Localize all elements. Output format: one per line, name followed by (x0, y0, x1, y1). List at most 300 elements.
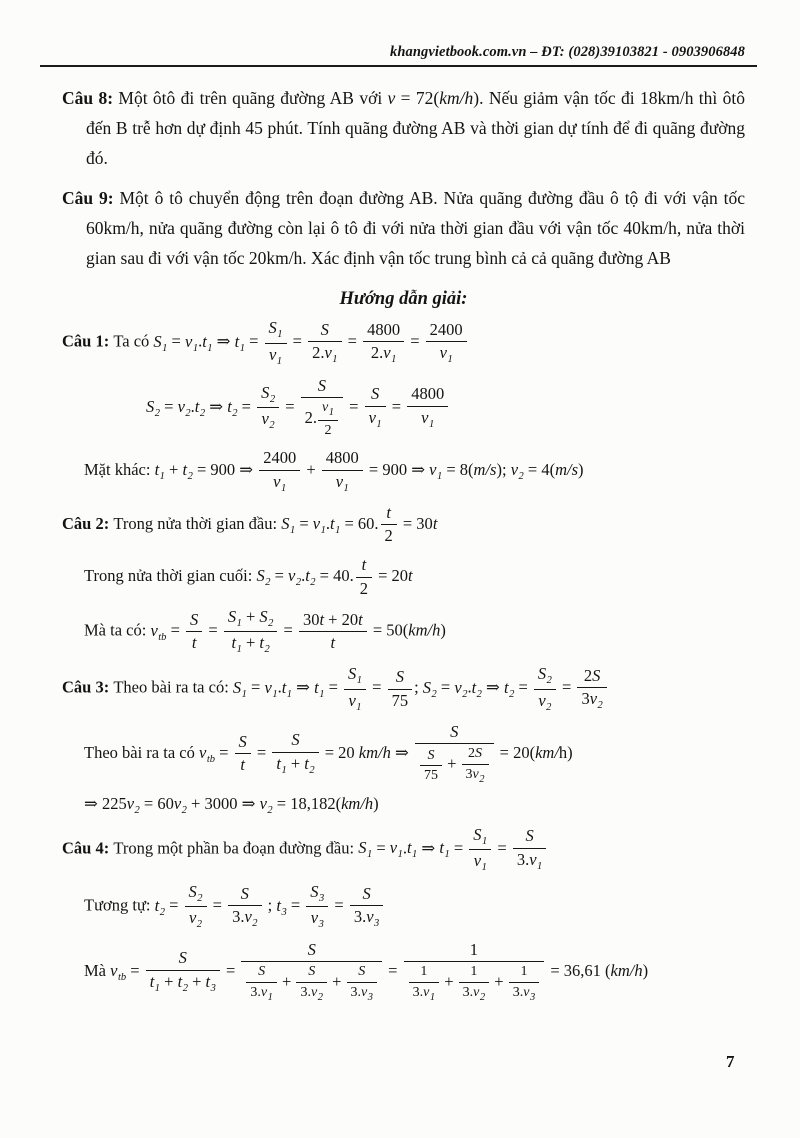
text-run: = (286, 895, 305, 915)
math-variable: $t_1$ (149, 971, 161, 994)
text-run: = (221, 960, 240, 980)
text-run: 3. (462, 984, 474, 1000)
math-variable: $t_1$ (154, 460, 165, 483)
math-variable: $v_1$ (473, 851, 487, 874)
solution-line (84, 607, 745, 656)
math-variable: $S_2$ (537, 664, 552, 687)
text-run: Tương tự: (84, 895, 155, 915)
text-run: . (325, 513, 330, 533)
fraction (356, 555, 372, 599)
math-variable: $v_2$ (538, 690, 552, 713)
text-run: S (320, 319, 329, 339)
math-variable: $t_1$ (439, 838, 450, 861)
header-text: khangvietbook.com.vn – ĐT: (028)39103821 - 0903906848 (389, 44, 745, 60)
math-variable: $v_1$ (264, 677, 278, 700)
text-run: h) (558, 742, 573, 762)
text-run: 2 (359, 578, 368, 598)
text-run: + 3000 ⇒ (186, 793, 260, 813)
math-variable: $v_2$ (472, 766, 485, 785)
math-variable: $t_3$ (276, 895, 287, 918)
math-variable: $t_1$ (276, 754, 287, 777)
fraction (241, 940, 382, 1004)
solution-line (84, 794, 745, 817)
text-run: . (467, 677, 472, 697)
fraction (409, 963, 440, 1004)
text-run: = (387, 396, 406, 416)
text-run: S (317, 375, 326, 395)
problem-paragraph (62, 83, 745, 173)
math-variable: $v_1$ (322, 400, 335, 419)
text-run: S (238, 731, 247, 751)
solution-label: Câu 1: (62, 331, 114, 351)
problem-label: Câu 8: (62, 88, 119, 109)
text-run: km/h (358, 742, 391, 762)
math-variable: $t_2$ (471, 677, 482, 700)
fraction (350, 884, 383, 931)
text-run: = (166, 620, 184, 640)
text-run: Ta có (113, 331, 154, 351)
math-variable: $t_2$ (304, 754, 315, 777)
fraction (365, 384, 386, 431)
solution-label: Câu 2: (62, 513, 114, 533)
fraction (426, 320, 467, 367)
text-run: S (291, 730, 300, 750)
text-run: ⇒ (417, 838, 440, 858)
math-variable: $t_2$ (305, 565, 316, 588)
text-run: ⇒ (212, 331, 235, 351)
text-run: 4800 (367, 319, 401, 339)
text-run: 3 (581, 689, 590, 709)
text-run: + (440, 972, 458, 992)
text-run: 2 (384, 526, 393, 546)
fraction (577, 666, 606, 713)
text-run: km/h (408, 620, 441, 640)
text-run: S (475, 746, 483, 762)
math-variable: $S_2$ (261, 383, 276, 406)
math-variable: $v_2$ (259, 793, 273, 816)
text-run: Mà (84, 960, 111, 980)
text-run: 30 (302, 609, 320, 629)
fraction (272, 730, 318, 777)
text-run: = 36,61 ( (546, 960, 611, 980)
math-variable: $v_2$ (288, 565, 302, 588)
math-variable: $S_2$ (146, 396, 160, 419)
text-run: 3. (350, 984, 362, 1000)
text-run: = 60 (139, 793, 174, 813)
fraction (265, 318, 287, 367)
fraction (301, 376, 343, 440)
math-variable: $v_1$ (268, 344, 283, 367)
text-run: = (208, 895, 227, 915)
text-run: = 4( (523, 460, 556, 480)
text-run: S (178, 948, 187, 968)
math-variable: $t_1$ (231, 633, 242, 656)
math-variable: $S_1$ (358, 838, 373, 861)
text-run: = 20( (495, 742, 536, 762)
fraction (407, 384, 448, 431)
math-variable: $v_2$ (261, 409, 275, 432)
solution-line (84, 555, 745, 599)
math-variable: $S_3$ (310, 882, 325, 905)
solution-line (62, 664, 745, 713)
math-variable: $S_2$ (188, 882, 203, 905)
text-run: 3. (516, 849, 530, 869)
math-variable: $t_1$ (406, 838, 418, 861)
text-run: . (301, 565, 306, 585)
math-variable: $t_1$ (314, 677, 325, 700)
math-variable: $v_2$ (177, 396, 191, 419)
text-run: Mặt khác: (84, 460, 155, 480)
fraction (509, 963, 540, 1004)
math-variable: $v_2$ (510, 460, 524, 483)
text-run: S (190, 609, 199, 629)
text-run: 2 (583, 665, 593, 685)
math-variable: $v_3$ (366, 907, 380, 930)
text-run: 1 (470, 964, 478, 980)
text-run: S (308, 964, 316, 980)
math-variable: $t_1$ (281, 677, 293, 700)
text-run: ; (263, 895, 277, 915)
text-run: 3. (300, 984, 311, 1000)
problem-paragraph (62, 183, 745, 273)
math-variable: $v_1$ (383, 343, 397, 366)
text-run: = (368, 677, 386, 697)
section-heading: Hướng dẫn giải: (339, 289, 468, 310)
text-run: 3 (465, 766, 473, 782)
text-run: ⇒ (292, 677, 315, 697)
text-run: = 30 (398, 513, 433, 533)
text-run: S (358, 964, 366, 980)
math-variable: $S_1$ (153, 331, 168, 354)
text-run: t (408, 565, 413, 585)
text-run: 75 (423, 768, 438, 784)
math-variable: $t_2$ (194, 396, 206, 419)
text-run: t (191, 633, 197, 653)
text-run: = (557, 677, 576, 697)
math-variable: $S_1$ (268, 318, 283, 341)
text-run: . (190, 396, 195, 416)
text-run: = 50( (368, 620, 409, 640)
solution-line (84, 940, 745, 1004)
text-run: S (307, 939, 316, 959)
text-run: 2. (370, 343, 384, 363)
text-run: + (241, 607, 260, 627)
text-run: = (406, 331, 424, 351)
text-run: 2 (468, 746, 476, 762)
text-run: + (187, 971, 206, 991)
text-run: = (252, 742, 271, 762)
math-variable: $t_2$ (503, 677, 515, 700)
text-run: = (270, 565, 288, 585)
text-run: = 40. (315, 565, 354, 585)
text-run: = (164, 895, 183, 915)
math-variable: $v_3$ (361, 984, 374, 1003)
page-header (62, 44, 745, 61)
fraction (347, 963, 378, 1004)
text-run: ; (414, 677, 423, 697)
text-run: 2400 (429, 319, 463, 339)
text-run: Theo bài ra ta có (84, 742, 199, 762)
text-run: v (387, 88, 396, 109)
text-run: = 18,182( (272, 793, 342, 813)
text-run: + (490, 972, 508, 992)
math-variable: $v_2$ (589, 689, 603, 712)
text-run: = (167, 331, 185, 351)
text-run: ⇒ (481, 677, 504, 697)
text-run: 2400 (263, 447, 297, 467)
math-variable: $v_3$ (310, 908, 324, 931)
solution-line (84, 448, 745, 495)
text-run: ) (578, 460, 584, 480)
text-run: + (327, 972, 346, 992)
math-variable: $v_3$ (523, 984, 536, 1003)
fraction (228, 884, 261, 931)
text-run: = 60. (340, 513, 379, 533)
fraction (534, 664, 556, 713)
text-run: + (164, 460, 183, 480)
fraction (322, 448, 363, 495)
text-run: Trong một phần ba đoạn đường đầu: (113, 838, 359, 858)
math-variable: $v_1$ (423, 984, 436, 1003)
math-variable: $v_2$ (310, 984, 323, 1003)
text-run: = (449, 838, 468, 858)
math-variable: $S_2$ (259, 607, 274, 630)
math-variable: $v_1$ (421, 408, 435, 431)
text-run: ⇒ (205, 396, 228, 416)
text-run: km/ (535, 742, 559, 762)
fraction (381, 503, 397, 547)
math-variable: $v_1$ (324, 343, 338, 366)
text-run: = (330, 895, 348, 915)
fraction (415, 722, 494, 786)
solution-line (84, 882, 745, 931)
text-run: km/h (341, 793, 374, 813)
text-run: Theo bài ra ta có: (113, 677, 233, 697)
text-run: + 20 (324, 609, 359, 629)
text-run: t (240, 755, 245, 775)
fraction (246, 963, 277, 1004)
text-run: Trong nửa thời gian cuối: (84, 565, 257, 585)
fraction (308, 320, 341, 367)
text-run: 3. (412, 984, 424, 1000)
fraction (235, 732, 251, 776)
math-variable: $v_2$ (244, 907, 258, 930)
fraction (185, 882, 207, 931)
fraction (318, 399, 338, 440)
fraction (257, 383, 279, 432)
math-variable: $v_2$ (188, 908, 203, 931)
text-run: = (295, 513, 313, 533)
math-variable: $v_1$ (439, 343, 453, 366)
text-run: km/h (439, 88, 474, 109)
math-variable: $t_1$ (329, 513, 341, 536)
text-run: = (281, 396, 299, 416)
fraction (513, 826, 546, 873)
text-run: = (288, 331, 307, 351)
text-run: = (343, 331, 362, 351)
text-run: 2. (304, 408, 318, 428)
text-run: 3. (250, 984, 261, 1000)
math-variable: $v_1$ (429, 460, 443, 483)
math-variable: $v_2$ (126, 793, 140, 816)
text-run: 75 (391, 690, 409, 710)
text-run: 4800 (325, 447, 359, 467)
math-variable: $v_1$ (335, 471, 349, 494)
fraction (469, 825, 491, 874)
math-variable: $S_1$ (348, 664, 363, 687)
problem-label: Câu 9: (62, 188, 120, 209)
fraction (388, 667, 413, 711)
fraction (420, 747, 442, 785)
math-variable: $t_2$ (259, 633, 270, 656)
solution-line (84, 722, 745, 786)
text-run: S (427, 747, 435, 763)
text-run: = (214, 742, 233, 762)
fraction (363, 320, 404, 367)
math-variable: $t_2$ (227, 396, 238, 419)
text-run: + (302, 460, 320, 480)
solution-line (62, 318, 745, 367)
text-run: . (277, 677, 282, 697)
math-variable: $S_1$ (227, 607, 242, 630)
math-variable: $v_1$ (273, 471, 287, 494)
math-variable: $v_2$ (454, 677, 468, 700)
text-run: = (244, 331, 263, 351)
text-run: km/h (610, 960, 643, 980)
text-run: t (432, 513, 438, 533)
math-variable: $t_2$ (182, 460, 193, 483)
text-run: = (204, 620, 222, 640)
text-run: 3. (353, 907, 367, 927)
fraction (296, 963, 327, 1004)
text-run: . (402, 838, 407, 858)
text-run: = (345, 396, 363, 416)
text-run: = (160, 396, 178, 416)
math-variable: $S_2$ (256, 565, 271, 588)
text-run: . (198, 331, 203, 351)
text-run: + (160, 971, 178, 991)
text-run: = 72( (395, 88, 440, 109)
math-variable: $v_1$ (348, 690, 362, 713)
fraction (186, 610, 202, 654)
math-variable: $v_1$ (260, 984, 273, 1003)
text-run: S (258, 964, 266, 980)
fraction (224, 607, 278, 656)
header-rule (40, 65, 757, 67)
math-variable: $v_2$ (173, 793, 187, 816)
text-run: 1 (420, 964, 428, 980)
math-variable: $t_2$ (154, 895, 165, 918)
text-run: m/s (555, 460, 578, 480)
text-run: 2. (312, 343, 325, 363)
text-run: + (286, 754, 305, 774)
solution-line (62, 503, 745, 547)
math-variable: $v_1$ (184, 331, 199, 354)
fraction (146, 948, 220, 995)
solution-label: Câu 4: (62, 838, 114, 858)
page-number: 7 (726, 1052, 735, 1071)
solution-line (146, 376, 745, 440)
math-variable: $v_1$ (368, 408, 382, 431)
text-run: t (358, 609, 363, 629)
text-run: = (246, 677, 265, 697)
math-variable: $t_3$ (205, 971, 216, 994)
text-run: 3. (232, 907, 245, 927)
text-run: + (241, 633, 260, 653)
math-variable: $v_1$ (529, 849, 543, 872)
text-run: = 900 ⇒ (192, 460, 258, 480)
text-run: t (319, 609, 325, 629)
text-run: ) (642, 960, 649, 980)
math-variable: $v_1$ (389, 838, 403, 861)
text-run: ⇒ (390, 742, 413, 762)
fraction (404, 940, 545, 1004)
text-run: ). Nếu giảm vận tốc đi 18km/h thì ôtô đến B trễ hơn dự định 45 phút. Tính quãng đường AB và thời gian dự tính để đi quãng đường đó. (86, 88, 745, 169)
text-run: m/s (473, 460, 497, 480)
text-run: Một ô tô chuyển động trên đoạn đường AB. Nửa quãng đường đầu ô tộ đi với vận tốc 60km/h, nửa quãng đường còn lại ô tô đi với nửa thời gian đầu với vận tốc 40km/h, nửa thời gian sau đi với vận tốc 20km/h. Xác định vận tốc trung bình cả cả quãng đường AB (86, 188, 746, 269)
text-run: = (126, 960, 144, 980)
text-run: S (240, 883, 249, 903)
text-run: = (436, 677, 455, 697)
text-run: S (592, 665, 601, 685)
text-run: S (450, 721, 459, 741)
text-run: t (386, 502, 391, 522)
text-run: = 20 (320, 742, 359, 762)
text-run: = 900 ⇒ (364, 460, 430, 480)
text-run: ) (440, 620, 446, 640)
text-run: 3. (512, 984, 524, 1000)
text-run: S (362, 883, 371, 903)
solution-label: Câu 3: (62, 677, 114, 697)
math-variable: $S_1$ (473, 825, 488, 848)
text-run: 2 (324, 423, 332, 439)
math-variable: $t_1$ (234, 331, 245, 354)
text-run: t (361, 554, 367, 574)
text-run: = (372, 838, 390, 858)
fraction (459, 963, 490, 1004)
text-run: = (493, 838, 511, 858)
text-run: ); (496, 460, 511, 480)
math-variable: $S_2$ (422, 677, 437, 700)
fraction (306, 882, 328, 931)
text-run: S (525, 826, 534, 846)
solution-line (62, 825, 745, 874)
text-run: S (370, 384, 380, 404)
text-run: Mà ta có: (84, 620, 151, 640)
text-run: = (324, 677, 343, 697)
fraction (299, 610, 367, 654)
math-variable: $v_2$ (473, 984, 486, 1003)
text-run: = (237, 396, 256, 416)
math-variable: $S_1$ (281, 513, 296, 536)
text-run: = 8( (442, 460, 474, 480)
text-run: = (279, 620, 297, 640)
text-run: 4800 (411, 384, 445, 404)
page-content (62, 83, 745, 1003)
math-variable: $v_1$ (312, 513, 326, 536)
text-run: + (277, 972, 296, 992)
text-run: Một ôtô đi trên quãng đường AB với (118, 88, 388, 109)
text-run: Trong nửa thời gian đầu: (113, 513, 282, 533)
math-variable: $v_{tb}$ (110, 960, 127, 983)
fraction (462, 745, 489, 786)
text-run: = (514, 677, 532, 697)
math-variable: $t_2$ (177, 971, 188, 994)
math-variable: $v_{tb}$ (150, 620, 167, 643)
text-run: S (395, 666, 404, 686)
text-run: = (384, 960, 402, 980)
math-variable: $t_1$ (202, 331, 213, 354)
